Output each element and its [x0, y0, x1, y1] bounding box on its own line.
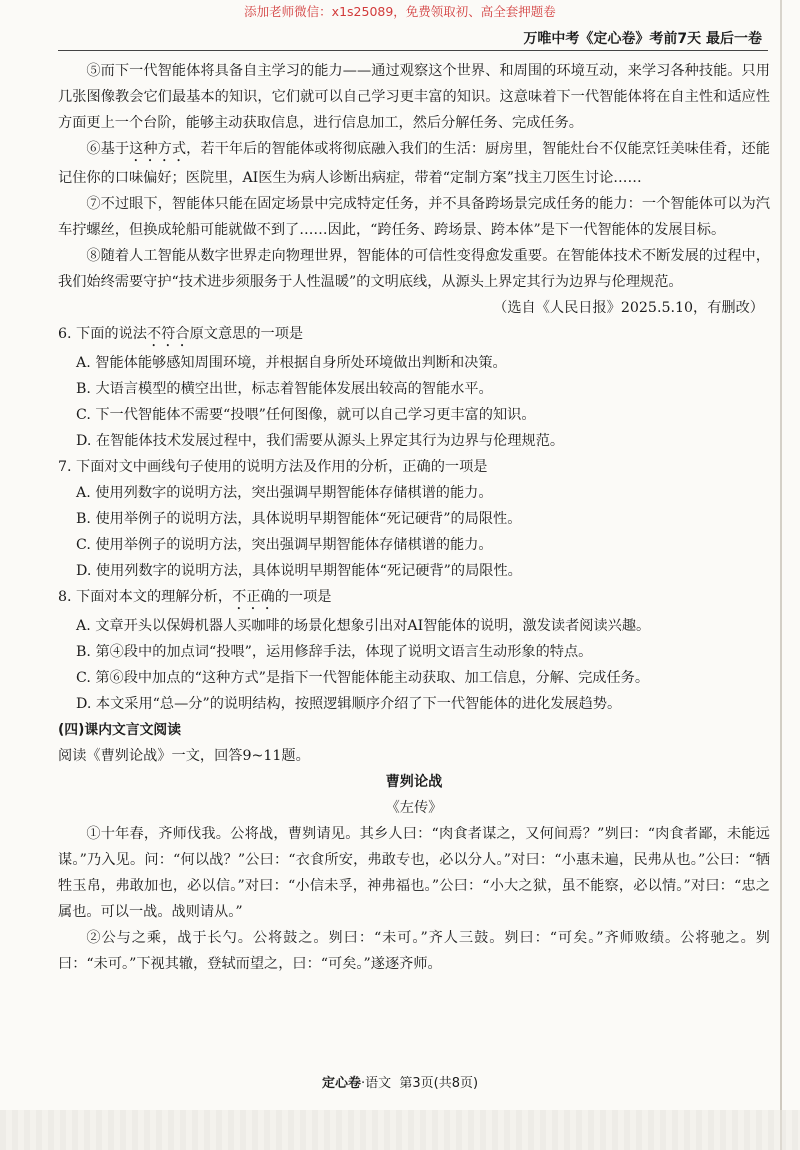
passage-title: 曹刿论战 — [385, 774, 443, 790]
page-footer — [0, 1072, 800, 1091]
dotted-phrase: 这种方式 — [129, 141, 187, 157]
q8-option-b: B. 第④段中的加点词“投喂”，运用修辞手法，体现了说明文语言生动形象的特点。 — [76, 644, 593, 660]
q7-option-a: A. 使用列数字的说明方法，突出强调早期智能体存储棋谱的能力。 — [76, 485, 493, 501]
q7-option-b: B. 使用举例子的说明方法，具体说明早期智能体“死记硬背”的局限性。 — [76, 511, 522, 527]
watermark-text: 添加老师微信：x1s25089，免费领取初、高全套押题卷 — [244, 4, 556, 19]
q8-option-d: D. 本文采用“总—分”的说明结构，按照逻辑顺序介绍了下一代智能体的进化发展趋势。 — [76, 696, 622, 712]
paragraph-8: ⑧随着人工智能从数字世界走向物理世界，智能体的可信性变得愈发重要。在智能体技术不断发展的过程中，我们始终需要守护“技术进步须服务于人性温暖”的文明底线，从源头上界定其行为边界与伦理规范。 — [58, 248, 770, 290]
scan-bottom-band — [0, 1110, 800, 1150]
q6-stem-a: 6. 下面的说法 — [58, 326, 147, 342]
paragraph-6-start: ⑥基于 — [86, 141, 130, 157]
main-content — [58, 58, 770, 977]
article-source: （选自《人民日报》2025.5.10，有删改） — [493, 300, 764, 316]
header-divider — [58, 50, 768, 51]
q8-stem-a: 8. 下面对本文的理解分析， — [58, 589, 233, 605]
q6-stem-dot: 不符合 — [146, 326, 190, 342]
paragraph-7: ⑦不过眼下，智能体只能在固定场景中完成特定任务，并不具备跨场景完成任务的能力：一个智能体可以为汽车拧螺丝，但换成轮船可能就做不到了……因此，“跨任务、跨场景、跨本体”是下一代智能体的发展目标。 — [58, 196, 770, 238]
page-header-title: 万唯中考《定心卷》考前7天 最后一卷 — [523, 31, 762, 47]
section-4-intro: 阅读《曹刿论战》一文，回答9~11题。 — [58, 748, 310, 764]
q6-option-d: D. 在智能体技术发展过程中，我们需要从源头上界定其行为边界与伦理规范。 — [76, 433, 565, 449]
q7-option-c: C. 使用举例子的说明方法，突出强调早期智能体存储棋谱的能力。 — [76, 537, 493, 553]
classical-paragraph-1: ①十年春，齐师伐我。公将战，曹刿请见。其乡人曰：“肉食者谋之，又何间焉？”刿曰：“肉食者鄙，未能远谋。”乃入见。问：“何以战？”公曰：“衣食所安，弗敢专也，必以分人。”对曰：“小惠未遍，民弗从也。”公曰：“牺牲玉帛，弗敢加也，必以信。”对曰：“小信未孚，神弗福也。”公曰：“小大之狱，虽不能察，必以情。”对曰：“忠之属也。可以一战。战则请从。” — [58, 826, 770, 920]
paragraph-5: ⑤而下一代智能体将具备自主学习的能力——通过观察这个世界、和周围的环境互动，来学习各种技能。只用几张图像教会它们最基本的知识，它们就可以自己学习更丰富的知识。这意味着下一代智能体将在自主性和适应性方面更上一个台阶，能够主动获取信息，进行信息加工，然后分解任务、完成任务。 — [58, 63, 770, 131]
question-6-stem — [58, 321, 770, 350]
section-4-heading: (四)课内文言文阅读 — [58, 722, 181, 738]
q6-option-a: A. 智能体能够感知周围环境，并根据自身所处环境做出判断和决策。 — [76, 355, 507, 371]
q6-option-c: C. 下一代智能体不需要“投喂”任何图像，就可以自己学习更丰富的知识。 — [76, 407, 536, 423]
question-7-stem: 7. 下面对文中画线句子使用的说明方法及作用的分析，正确的一项是 — [58, 459, 488, 475]
q6-stem-b: 原文意思的一项是 — [189, 326, 304, 342]
footer-subject: ·语文 — [360, 1076, 392, 1091]
q7-option-d: D. 使用列数字的说明方法，具体说明早期智能体“死记硬背”的局限性。 — [76, 563, 522, 579]
paragraph-6 — [58, 136, 770, 191]
q8-stem-b: 的一项是 — [274, 589, 332, 605]
footer-page-number: 第3页(共8页) — [399, 1076, 479, 1091]
q8-stem-dot: 不正确 — [232, 589, 275, 605]
footer-brand: 定心卷 — [321, 1076, 361, 1091]
classical-paragraph-2: ②公与之乘，战于长勺。公将鼓之。刿曰：“未可。”齐人三鼓。刿曰：“可矣。”齐师败绩。公将驰之。刿曰：“未可。”下视其辙，登轼而望之，曰：“可矣。”遂逐齐师。 — [58, 930, 770, 972]
passage-author: 《左传》 — [385, 800, 443, 816]
q8-option-c: C. 第⑥段中加点的“这种方式”是指下一代智能体能主动获取、加工信息，分解、完成任务。 — [76, 670, 650, 686]
paragraph-6-rest: ，若干年后的智能体或将彻底融入我们的生活：厨房里，智能灶台不仅能烹饪美味佳肴，还能记住你的口味偏好；医院里，AI医生为病人诊断出病症，带着“定制方案”找主刀医生讨论…… — [58, 141, 770, 186]
q8-option-a: A. 文章开头以保姆机器人买咖啡的场景化想象引出对AI智能体的说明，激发读者阅读兴趣。 — [76, 618, 651, 634]
question-8-stem — [58, 584, 770, 613]
q6-option-b: B. 大语言模型的横空出世，标志着智能体发展出较高的智能水平。 — [76, 381, 493, 397]
page-edge — [780, 0, 782, 1150]
